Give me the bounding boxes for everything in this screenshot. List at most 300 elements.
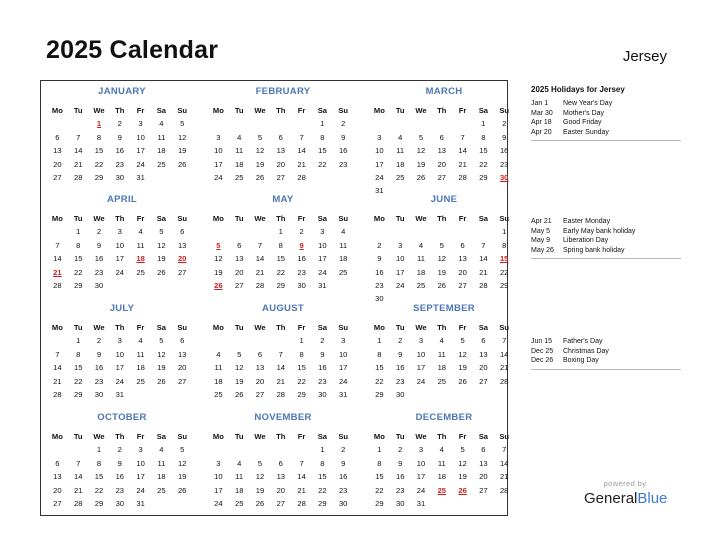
holiday-date: Jun 15 (531, 338, 553, 345)
day-cell: 19 (255, 485, 265, 495)
holiday-day-cell: 20 (177, 254, 187, 264)
day-cell: 24 (375, 172, 384, 182)
empty-cell (270, 334, 291, 347)
day-cell: 20 (458, 267, 467, 277)
month-october (47, 412, 197, 520)
weekday-header: Fr (297, 106, 306, 115)
day-cell: 9 (398, 458, 403, 468)
brand-left: General (584, 490, 638, 507)
holiday-name: Father's Day (563, 338, 603, 345)
day-cell: 5 (159, 336, 164, 346)
day-cell: 30 (115, 172, 125, 182)
weekday-header: Sa (478, 432, 489, 441)
brand-logo[interactable] (584, 490, 667, 507)
day-cell: 7 (55, 240, 60, 250)
day-cell: 28 (53, 389, 62, 399)
weekday-header: Fr (458, 214, 467, 223)
day-cell: 25 (157, 485, 166, 495)
day-cell: 12 (458, 349, 467, 359)
day-cell: 24 (338, 376, 348, 386)
day-cell: 12 (177, 132, 187, 142)
day-cell: 12 (458, 458, 467, 468)
day-cell: 20 (479, 363, 488, 373)
day-cell: 22 (94, 485, 104, 495)
day-cell: 2 (320, 336, 325, 346)
empty-cell (411, 117, 432, 130)
month-grid (369, 212, 515, 306)
month-name: FEBRUARY (255, 86, 311, 97)
day-cell: 3 (117, 227, 122, 237)
day-cell: 13 (458, 254, 467, 264)
day-cell: 9 (502, 132, 507, 142)
month-grid (208, 104, 354, 184)
day-cell: 3 (117, 336, 122, 346)
day-cell: 5 (237, 349, 242, 359)
day-cell: 14 (53, 254, 62, 264)
day-cell: 17 (136, 472, 145, 482)
day-cell: 29 (479, 172, 488, 182)
weekday-header: We (93, 432, 105, 441)
weekday-header: Tu (395, 106, 405, 115)
day-cell: 20 (479, 472, 488, 482)
day-cell: 25 (395, 172, 405, 182)
day-cell: 16 (395, 472, 405, 482)
day-cell: 12 (416, 146, 426, 156)
day-cell: 3 (216, 458, 221, 468)
day-cell: 3 (341, 336, 346, 346)
weekday-header: Mo (212, 214, 224, 223)
day-cell: 9 (341, 458, 346, 468)
day-cell: 23 (338, 159, 348, 169)
holiday-day-cell: 18 (136, 254, 145, 264)
month-grid (369, 321, 515, 401)
day-cell: 29 (499, 280, 509, 290)
weekday-header: Sa (156, 432, 167, 441)
day-cell: 19 (458, 363, 467, 373)
day-cell: 1 (502, 227, 507, 237)
day-cell: 23 (395, 376, 405, 386)
day-cell: 5 (159, 227, 164, 237)
day-cell: 9 (398, 349, 403, 359)
day-cell: 23 (375, 280, 384, 290)
day-cell: 23 (94, 267, 104, 277)
weekday-header: Fr (136, 432, 145, 441)
month-name: JANUARY (98, 86, 146, 97)
weekday-header: Tu (73, 432, 83, 441)
day-cell: 16 (94, 363, 104, 373)
page-title: 2025 Calendar (46, 36, 219, 64)
holiday-name: Good Friday (563, 119, 602, 127)
month-november (208, 412, 358, 520)
day-cell: 27 (234, 280, 244, 290)
month-grid (208, 430, 354, 510)
day-cell: 16 (115, 146, 125, 156)
month-grid (47, 430, 193, 510)
month-july (47, 303, 197, 411)
day-cell: 6 (55, 458, 60, 468)
day-cell: 2 (117, 445, 122, 455)
day-cell: 17 (416, 363, 426, 373)
day-cell: 20 (234, 267, 244, 277)
day-cell: 3 (320, 227, 325, 237)
holiday-day-cell: 26 (458, 485, 467, 495)
day-cell: 2 (96, 336, 102, 346)
month-name: SEPTEMBER (413, 303, 475, 314)
month-grid (47, 212, 193, 292)
day-cell: 7 (460, 132, 465, 142)
holiday-date: Dec 26 (531, 357, 554, 365)
holiday-date: May 5 (531, 227, 551, 235)
empty-cell (229, 225, 250, 238)
day-cell: 8 (76, 240, 81, 250)
day-cell: 5 (418, 132, 424, 142)
day-cell: 10 (115, 349, 125, 359)
empty-cell (473, 225, 494, 238)
day-cell: 26 (234, 389, 244, 399)
day-cell: 18 (416, 267, 426, 277)
day-cell: 6 (237, 240, 242, 250)
holiday-day-cell: 30 (499, 172, 509, 182)
day-cell: 8 (96, 132, 102, 142)
day-cell: 28 (255, 280, 265, 290)
empty-cell (250, 225, 271, 238)
day-cell: 4 (159, 445, 164, 455)
day-cell: 13 (234, 254, 244, 264)
day-cell: 13 (53, 472, 62, 482)
day-cell: 27 (276, 172, 286, 182)
weekday-header: Su (338, 323, 349, 332)
empty-cell (208, 443, 229, 456)
weekday-header: Fr (136, 106, 145, 115)
day-cell: 28 (276, 389, 286, 399)
day-cell: 11 (339, 240, 348, 250)
day-cell: 27 (479, 376, 488, 386)
day-cell: 4 (138, 227, 143, 237)
holiday-row (531, 246, 681, 256)
day-cell: 11 (136, 240, 145, 250)
weekday-header: Sa (317, 432, 328, 441)
day-cell: 1 (377, 336, 382, 346)
day-cell: 15 (375, 363, 384, 373)
day-cell: 13 (479, 349, 488, 359)
holiday-date: Jan 1 (531, 100, 549, 107)
day-cell: 30 (94, 389, 104, 399)
holiday-day-cell: 9 (299, 240, 304, 250)
day-cell: 1 (481, 119, 486, 129)
weekday-header: Sa (478, 323, 489, 332)
day-cell: 28 (499, 485, 509, 495)
empty-cell (47, 443, 68, 456)
weekday-header: Su (177, 106, 188, 115)
day-cell: 11 (417, 254, 425, 264)
day-cell: 10 (214, 146, 223, 156)
day-cell: 20 (437, 159, 447, 169)
holiday-name: Christmas Day (563, 347, 609, 355)
day-cell: 1 (299, 336, 304, 346)
day-cell: 10 (416, 349, 426, 359)
day-cell: 14 (276, 363, 286, 373)
day-cell: 29 (297, 389, 306, 399)
weekday-header: Tu (73, 214, 83, 223)
day-cell: 8 (76, 349, 81, 359)
day-cell: 16 (94, 254, 104, 264)
day-cell: 16 (338, 146, 348, 156)
day-cell: 24 (136, 159, 145, 169)
weekday-header: Th (115, 323, 125, 332)
day-cell: 13 (276, 146, 286, 156)
holiday-day-cell: 21 (53, 267, 62, 277)
day-cell: 10 (318, 240, 327, 250)
day-cell: 22 (375, 485, 384, 495)
holiday-row (531, 347, 681, 357)
day-cell: 24 (214, 498, 223, 508)
day-cell: 19 (157, 363, 166, 373)
day-cell: 7 (55, 349, 60, 359)
day-cell: 19 (214, 267, 223, 277)
weekday-header: Mo (212, 106, 224, 115)
day-cell: 25 (437, 376, 447, 386)
weekday-header: Tu (395, 323, 405, 332)
day-cell: 26 (157, 267, 166, 277)
day-cell: 16 (375, 267, 384, 277)
day-cell: 28 (73, 498, 83, 508)
holiday-date: Dec 25 (531, 347, 554, 355)
weekday-header: Mo (373, 106, 385, 115)
divider (531, 258, 681, 259)
day-cell: 21 (479, 267, 488, 277)
holiday-day-cell: 25 (437, 485, 447, 495)
day-cell: 18 (214, 376, 223, 386)
day-cell: 23 (395, 485, 405, 495)
weekday-header: Fr (297, 323, 306, 332)
day-cell: 14 (479, 254, 488, 264)
day-cell: 30 (318, 389, 327, 399)
day-cell: 13 (437, 146, 447, 156)
day-cell: 22 (318, 159, 327, 169)
weekday-header: Mo (373, 214, 385, 223)
weekday-header: Fr (458, 106, 467, 115)
powered-by: powered by (603, 479, 647, 488)
holiday-date: May 26 (531, 246, 554, 254)
weekday-header: Th (276, 323, 286, 332)
holiday-row (531, 128, 681, 138)
brand-right: Blue (637, 490, 668, 507)
day-cell: 14 (458, 146, 467, 156)
day-cell: 17 (214, 159, 223, 169)
day-cell: 6 (180, 227, 185, 237)
day-cell: 13 (177, 349, 187, 359)
day-cell: 4 (398, 132, 403, 142)
empty-cell (390, 225, 411, 238)
holiday-name: Easter Monday (563, 218, 611, 225)
divider (531, 369, 681, 370)
day-cell: 10 (136, 458, 145, 468)
day-cell: 18 (234, 485, 244, 495)
day-cell: 6 (278, 132, 283, 142)
day-cell: 3 (418, 336, 424, 346)
day-cell: 31 (416, 498, 426, 508)
day-cell: 24 (318, 267, 327, 277)
day-cell: 27 (458, 280, 467, 290)
month-grid (47, 104, 193, 184)
day-cell: 13 (276, 472, 286, 482)
month-grid (369, 104, 515, 198)
holiday-day-cell: 5 (216, 240, 221, 250)
month-april (47, 194, 197, 302)
day-cell: 29 (94, 498, 104, 508)
holiday-row (531, 356, 681, 366)
day-cell: 13 (53, 146, 62, 156)
day-cell: 2 (117, 119, 122, 129)
day-cell: 17 (318, 254, 327, 264)
day-cell: 4 (418, 240, 424, 250)
day-cell: 22 (479, 159, 488, 169)
day-cell: 28 (458, 172, 467, 182)
empty-cell (452, 225, 473, 238)
weekday-header: We (415, 432, 427, 441)
empty-cell (270, 443, 291, 456)
day-cell: 3 (216, 132, 221, 142)
day-cell: 24 (115, 376, 125, 386)
day-cell: 11 (136, 349, 145, 359)
holiday-date: Apr 18 (531, 119, 552, 127)
day-cell: 6 (481, 445, 486, 455)
day-cell: 22 (94, 159, 104, 169)
weekday-header: Tu (234, 214, 244, 223)
month-june (369, 194, 519, 302)
day-cell: 28 (479, 280, 488, 290)
day-cell: 11 (157, 458, 166, 468)
day-cell: 11 (437, 458, 446, 468)
day-cell: 25 (136, 376, 145, 386)
day-cell: 14 (297, 472, 306, 482)
month-name: NOVEMBER (254, 412, 312, 423)
weekday-header: Th (437, 323, 447, 332)
day-cell: 22 (499, 267, 509, 277)
day-cell: 15 (94, 472, 104, 482)
day-cell: 17 (115, 254, 125, 264)
day-cell: 14 (297, 146, 306, 156)
month-name: OCTOBER (97, 412, 147, 423)
day-cell: 23 (115, 485, 125, 495)
holiday-date: Apr 20 (531, 128, 552, 136)
day-cell: 7 (257, 240, 263, 250)
weekday-header: Sa (478, 214, 489, 223)
day-cell: 25 (214, 389, 223, 399)
day-cell: 25 (234, 498, 244, 508)
day-cell: 22 (318, 485, 327, 495)
holiday-row (531, 217, 681, 227)
day-cell: 29 (375, 498, 384, 508)
day-cell: 31 (338, 389, 348, 399)
empty-cell (369, 225, 390, 238)
day-cell: 25 (338, 267, 348, 277)
day-cell: 9 (341, 132, 346, 142)
weekday-header: Su (338, 432, 349, 441)
weekday-header: Sa (156, 323, 167, 332)
day-cell: 21 (499, 363, 509, 373)
weekday-header: Mo (373, 323, 385, 332)
day-cell: 23 (297, 267, 306, 277)
weekday-header: Fr (297, 214, 306, 223)
holiday-row (531, 236, 681, 246)
month-name: JULY (109, 303, 135, 314)
empty-cell (208, 334, 229, 347)
day-cell: 2 (502, 119, 507, 129)
day-cell: 5 (257, 132, 263, 142)
day-cell: 15 (94, 146, 104, 156)
weekday-header: Fr (136, 323, 145, 332)
weekday-header: Tu (73, 106, 83, 115)
day-cell: 21 (458, 159, 467, 169)
day-cell: 8 (377, 349, 382, 359)
empty-cell (250, 334, 271, 347)
day-cell: 21 (255, 267, 265, 277)
day-cell: 24 (416, 376, 426, 386)
day-cell: 1 (320, 445, 325, 455)
weekday-header: Sa (478, 106, 489, 115)
day-cell: 10 (416, 458, 426, 468)
day-cell: 4 (138, 336, 143, 346)
day-cell: 9 (377, 254, 382, 264)
day-cell: 15 (276, 254, 286, 264)
day-cell: 26 (157, 376, 166, 386)
weekday-header: We (254, 432, 266, 441)
day-cell: 12 (255, 146, 265, 156)
weekday-header: Mo (51, 432, 63, 441)
empty-cell (47, 225, 68, 238)
day-cell: 7 (502, 445, 507, 455)
holiday-row (531, 99, 681, 109)
day-cell: 30 (338, 498, 348, 508)
day-cell: 19 (177, 146, 187, 156)
day-cell: 21 (73, 159, 83, 169)
day-cell: 26 (255, 498, 265, 508)
weekday-header: We (254, 106, 266, 115)
holiday-row (531, 118, 681, 128)
day-cell: 24 (416, 485, 426, 495)
holiday-name: Mother's Day (563, 109, 605, 117)
weekday-header: Th (115, 432, 125, 441)
day-cell: 7 (278, 349, 283, 359)
empty-cell (229, 334, 250, 347)
day-cell: 28 (499, 376, 509, 386)
holiday-name: New Year's Day (563, 100, 613, 107)
weekday-header: Fr (297, 432, 306, 441)
empty-cell (208, 225, 229, 238)
month-name: MAY (272, 194, 294, 205)
day-cell: 27 (53, 172, 62, 182)
day-cell: 20 (276, 485, 286, 495)
day-cell: 22 (375, 376, 384, 386)
day-cell: 11 (214, 363, 223, 373)
day-cell: 9 (96, 240, 102, 250)
day-cell: 10 (338, 349, 348, 359)
day-cell: 31 (115, 389, 125, 399)
day-cell: 30 (395, 389, 405, 399)
month-name: AUGUST (262, 303, 304, 314)
day-cell: 31 (375, 186, 384, 196)
day-cell: 13 (177, 240, 187, 250)
day-cell: 2 (398, 445, 403, 455)
holiday-group (531, 217, 681, 259)
day-cell: 26 (177, 159, 187, 169)
weekday-header: Su (177, 214, 188, 223)
day-cell: 23 (318, 376, 327, 386)
day-cell: 31 (318, 280, 327, 290)
weekday-header: Mo (51, 106, 63, 115)
day-cell: 11 (157, 132, 166, 142)
